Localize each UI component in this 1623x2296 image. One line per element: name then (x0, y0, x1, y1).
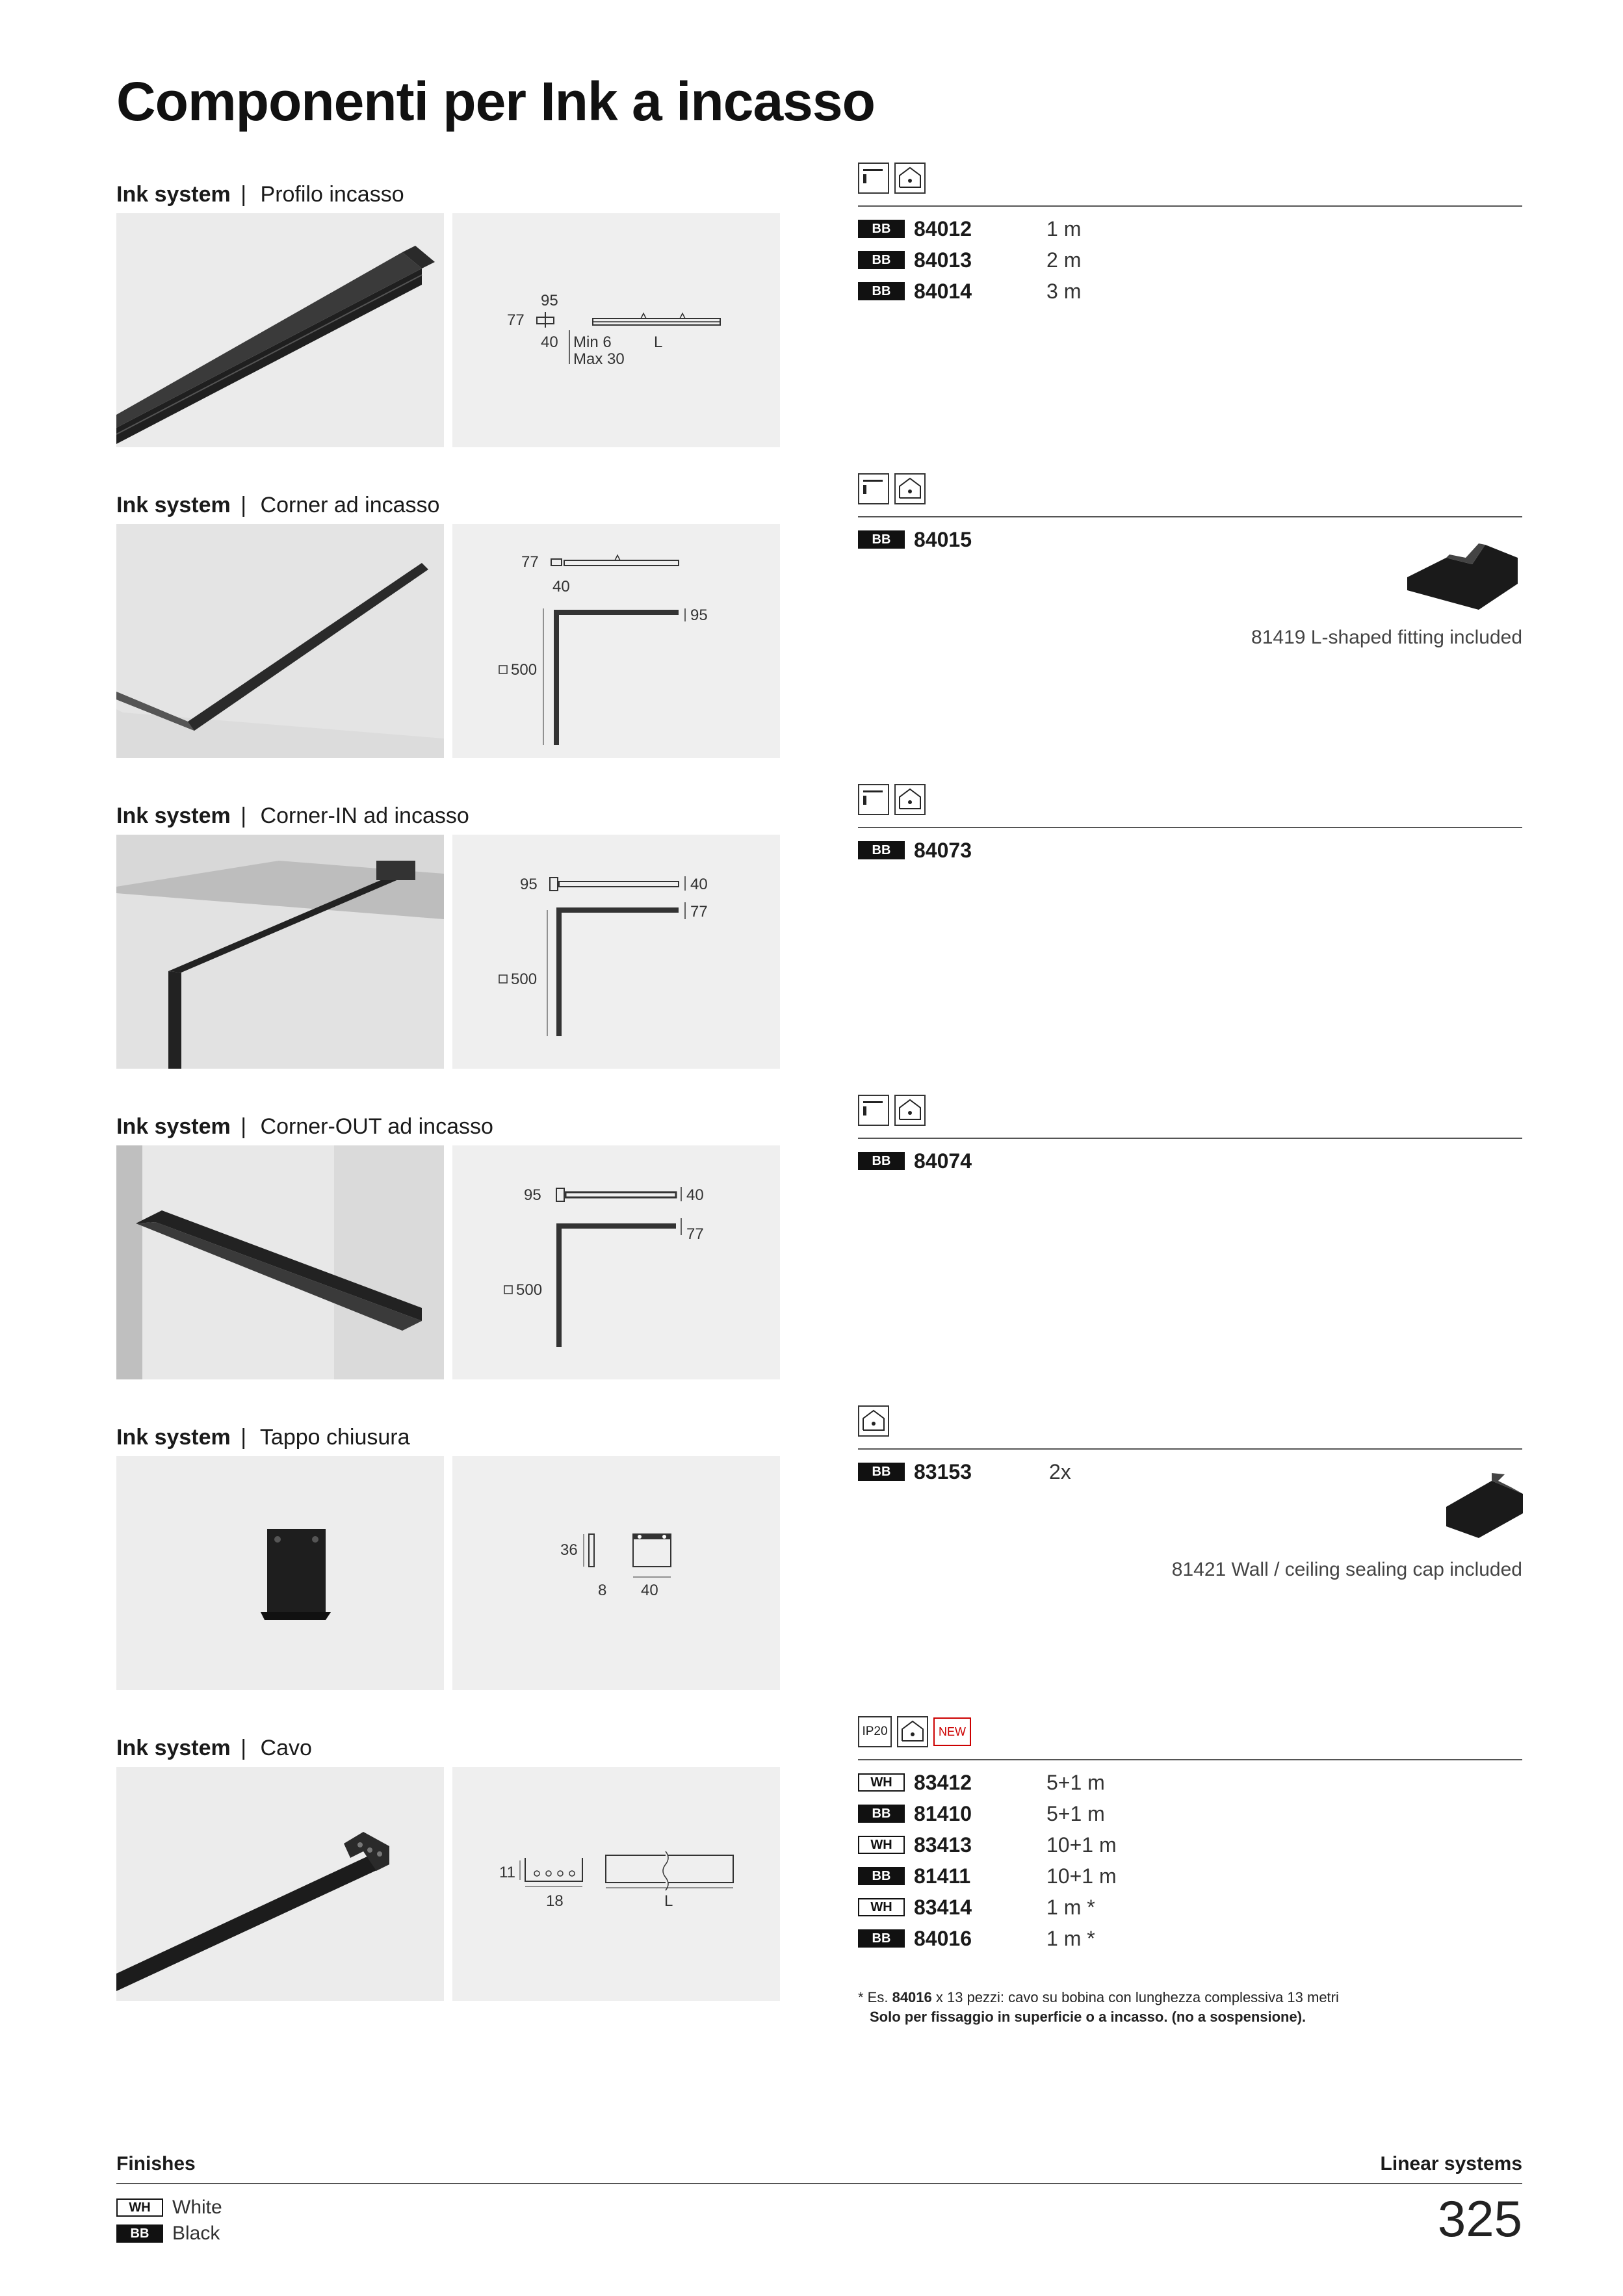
dim-77: 77 (507, 311, 525, 329)
new-badge: NEW (933, 1717, 971, 1746)
dim-40: 40 (690, 876, 708, 893)
dim-40: 40 (541, 333, 558, 351)
recessed-ceiling-icon (894, 784, 926, 815)
section-title (116, 493, 439, 518)
finish-badge: BB (858, 841, 905, 859)
brand-label: Ink system (116, 803, 231, 828)
title-separator: | (240, 182, 247, 207)
category-label: Linear systems (1380, 2153, 1522, 2174)
product-code: 84016 (914, 1926, 972, 1950)
dim-40: 40 (641, 1582, 658, 1599)
finish-label: White (172, 2197, 222, 2218)
finish-badge: BB (858, 220, 905, 238)
product-row (858, 1798, 1522, 1829)
profile-icon (858, 784, 889, 815)
dim-95: 95 (520, 876, 538, 893)
finish-badge: BB (858, 251, 905, 269)
finish-badge: BB (858, 530, 905, 549)
product-code: 84012 (914, 216, 972, 241)
dim-40: 40 (552, 578, 570, 595)
brand-label: Ink system (116, 182, 231, 207)
product-row (858, 1892, 1522, 1923)
product-photo (116, 1767, 444, 2001)
finish-badge: BB (858, 1929, 905, 1948)
dim-min: Min 6 (573, 333, 612, 351)
product-code: 83414 (914, 1895, 972, 1919)
feature-icons (858, 1716, 971, 1749)
product-length: 5+1 m (1046, 1801, 1105, 1825)
finish-badge: BB (858, 282, 905, 300)
brand-label: Ink system (116, 1425, 231, 1450)
product-row (858, 835, 1522, 866)
product-list (858, 1456, 1522, 1487)
finish-badge: BB (116, 2224, 163, 2243)
finish-badge: BB (858, 1152, 905, 1170)
dim-77: 77 (521, 553, 539, 571)
page-title: Componenti per Ink a incasso (116, 71, 875, 132)
section-name: Corner ad incasso (260, 493, 440, 517)
footer-divider (116, 2183, 1522, 2184)
product-length: 10+1 m (1046, 1864, 1117, 1888)
dim-max: Max 30 (573, 350, 625, 368)
section-corner-in-ad-incasso (0, 803, 1623, 1089)
dim-8: 8 (598, 1582, 607, 1599)
dim-length: L (664, 1892, 673, 1910)
product-photo (116, 1145, 444, 1379)
divider (858, 1448, 1522, 1450)
product-photo (116, 835, 444, 1069)
product-row (858, 1767, 1522, 1798)
product-length: 1 m (1046, 216, 1082, 241)
section-tappo-chiusura (0, 1425, 1623, 1711)
product-length: 10+1 m (1046, 1833, 1117, 1857)
product-code: 84073 (914, 838, 972, 862)
product-quantity: 2x (1049, 1459, 1071, 1483)
technical-drawing (452, 1456, 780, 1690)
title-separator: | (240, 1425, 247, 1450)
section-corner-ad-incasso (0, 493, 1623, 779)
product-list (858, 213, 1522, 307)
technical-drawing (452, 1145, 780, 1379)
product-code: 84013 (914, 248, 972, 272)
divider (858, 1759, 1522, 1760)
footnote-prefix: * Es. (858, 1989, 892, 2005)
section-name: Cavo (260, 1736, 312, 1760)
section-title (116, 803, 469, 829)
finishes-legend (116, 2195, 222, 2247)
finish-badge: WH (858, 1898, 905, 1916)
divider (858, 827, 1522, 828)
accessory-note: 81419 L-shaped fitting included (1251, 627, 1522, 648)
section-name: Corner-IN ad incasso (260, 803, 469, 828)
recessed-ceiling-icon (894, 1095, 926, 1126)
feature-icons (858, 473, 926, 506)
ip20-badge: IP20 (858, 1716, 892, 1747)
divider (858, 1138, 1522, 1139)
divider (858, 516, 1522, 517)
title-separator: | (240, 1736, 247, 1760)
dim-77: 77 (690, 903, 708, 920)
product-code: 81411 (914, 1864, 971, 1888)
product-length: 1 m * (1046, 1895, 1095, 1919)
feature-icons (858, 163, 926, 195)
section-cavo (0, 1725, 1623, 2025)
product-list (858, 1145, 1522, 1177)
product-row (858, 1145, 1522, 1177)
finish-label: Black (172, 2223, 220, 2244)
product-length: 2 m (1046, 248, 1082, 272)
dim-95: 95 (524, 1186, 541, 1204)
finish-badge: WH (858, 1773, 905, 1792)
product-code: 81410 (914, 1801, 972, 1825)
footnote-line-2: Solo per fissaggio in superficie o a incasso. (no a sospensione). (870, 2009, 1306, 2025)
dim-length: L (654, 333, 663, 351)
section-title (116, 182, 404, 207)
brand-label: Ink system (116, 493, 231, 517)
product-photo (116, 213, 444, 447)
finish-badge: BB (858, 1867, 905, 1885)
profile-icon (858, 473, 889, 504)
section-title (116, 1736, 312, 1761)
product-row (858, 1456, 1522, 1487)
finishes-heading: Finishes (116, 2153, 196, 2174)
product-row (858, 213, 1522, 244)
product-row (858, 1860, 1522, 1892)
dim-36: 36 (560, 1541, 578, 1559)
recessed-ceiling-icon (894, 163, 926, 194)
product-row (858, 1829, 1522, 1860)
page-number: 325 (1437, 2190, 1522, 2247)
finish-badge: WH (116, 2198, 163, 2217)
divider (858, 205, 1522, 207)
product-row (858, 1923, 1522, 1954)
recessed-ceiling-icon (897, 1716, 928, 1747)
profile-icon (858, 163, 889, 194)
feature-icons (858, 1405, 889, 1438)
section-title (116, 1425, 410, 1450)
section-name: Profilo incasso (260, 182, 404, 207)
product-code: 84074 (914, 1149, 972, 1173)
product-photo (116, 1456, 444, 1690)
dim-500: 500 (511, 661, 538, 679)
feature-icons (858, 1095, 926, 1127)
dim-95: 95 (690, 607, 708, 624)
footnote-text: x 13 pezzi: cavo su bobina con lunghezza complessiva 13 metri (931, 1989, 1339, 2005)
technical-drawing (452, 213, 780, 447)
legend-row-black (116, 2221, 222, 2247)
product-code: 83413 (914, 1833, 972, 1857)
title-separator: | (240, 803, 247, 828)
section-profilo-incasso (0, 182, 1623, 468)
finish-badge: WH (858, 1836, 905, 1854)
recessed-ceiling-icon (858, 1405, 889, 1437)
product-code: 83412 (914, 1770, 972, 1794)
product-photo (116, 524, 444, 758)
brand-label: Ink system (116, 1736, 231, 1760)
product-list (858, 835, 1522, 866)
finish-badge: BB (858, 1805, 905, 1823)
section-name: Tappo chiusura (259, 1425, 410, 1450)
product-code: 83153 (914, 1459, 972, 1483)
product-length: 1 m * (1046, 1926, 1095, 1950)
dim-11: 11 (499, 1864, 515, 1881)
accessory-note: 81421 Wall / ceiling sealing cap included (1171, 1559, 1522, 1580)
accessory-image (1401, 538, 1524, 620)
profile-icon (858, 1095, 889, 1126)
legend-row-white (116, 2195, 222, 2221)
product-list (858, 1767, 1522, 1954)
dim-77: 77 (686, 1225, 704, 1243)
footnote (858, 1988, 1339, 2027)
accessory-image (1440, 1468, 1524, 1543)
dim-500: 500 (516, 1281, 543, 1299)
technical-drawing (452, 524, 780, 758)
product-length: 3 m (1046, 279, 1082, 303)
technical-drawing (452, 1767, 780, 2001)
footnote-line-1 (858, 1988, 1339, 2007)
dim-18: 18 (546, 1892, 564, 1910)
recessed-ceiling-icon (894, 473, 926, 504)
product-code: 84015 (914, 527, 972, 551)
section-name: Corner-OUT ad incasso (260, 1114, 493, 1139)
product-row (858, 276, 1522, 307)
feature-icons (858, 784, 926, 816)
dim-95: 95 (541, 292, 558, 309)
technical-drawing (452, 835, 780, 1069)
product-row (858, 244, 1522, 276)
footnote-code: 84016 (892, 1989, 932, 2005)
title-separator: | (240, 1114, 247, 1139)
dim-500: 500 (511, 971, 538, 988)
product-code: 84014 (914, 279, 972, 303)
finish-badge: BB (858, 1463, 905, 1481)
product-length: 5+1 m (1046, 1770, 1105, 1794)
brand-label: Ink system (116, 1114, 231, 1139)
dim-40: 40 (686, 1186, 704, 1204)
title-separator: | (240, 493, 247, 517)
section-corner-out-ad-incasso (0, 1114, 1623, 1400)
section-title (116, 1114, 493, 1140)
